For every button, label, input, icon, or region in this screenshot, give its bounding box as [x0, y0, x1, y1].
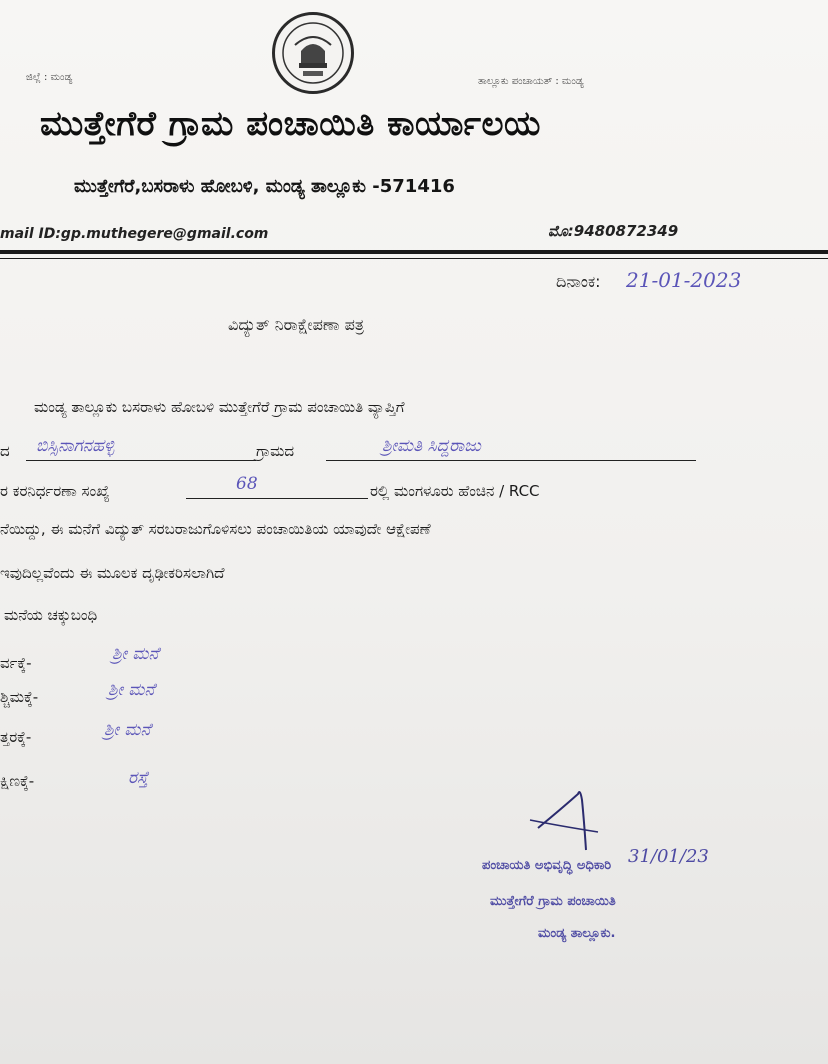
boundary-west-label: ಶ್ಚಿಮಕ್ಕೆ-	[0, 688, 39, 706]
boundary-south-label: ಕ್ಷಿಣಕ್ಕೆ-	[0, 772, 35, 790]
signatory-designation: ಪಂಚಾಯತಿ ಅಭಿವೃದ್ಧಿ ಅಧಿಕಾರಿ	[482, 858, 612, 873]
boundary-north-label: ತ್ತರಕ್ಕೆ-	[0, 728, 32, 746]
office-address: ಮುತ್ತೇಗೆರೆ,ಬಸರಾಳು ಹೋಬಳಿ, ಮಂಡ್ಯ ತಾಲ್ಲೂಕು -571416	[74, 176, 455, 197]
body-line-3-suffix: ರಲ್ಲಿ ಮಂಗಳೂರು ಹೆಂಚಿನ / RCC	[370, 482, 540, 500]
boundaries-heading: ಮನೆಯ ಚಕ್ಕುಬಂಧಿ	[4, 606, 98, 624]
signature-date: 31/01/23	[628, 846, 709, 867]
district-caption: ಜಿಲ್ಲೆ : ಮಂಡ್ಯ	[26, 72, 73, 83]
boundary-west-value: ಶ್ರೀ ಮನೆ	[108, 680, 155, 700]
assessment-number-fill: 68	[236, 474, 258, 494]
signatory-taluk: ಮಂಡ್ಯ ತಾಲ್ಲೂಕು.	[538, 926, 616, 941]
date-label: ದಿನಾಂಕ:	[556, 272, 601, 291]
body-line-2-prefix: ದ	[0, 442, 10, 460]
assessment-number-underline	[186, 498, 368, 499]
date-value: 21-01-2023	[626, 268, 742, 292]
government-emblem-icon	[272, 12, 354, 94]
body-line-4: ನೆಯಿದ್ದು, ಈ ಮನೆಗೆ ವಿದ್ಯುತ್ ಸರಬರಾಜುಗೊಳಿಸಲು ಪಂಚಾಯಿತಿಯ ಯಾವುದೇ ಆಕ್ಷೇಪಣೆ	[0, 520, 431, 538]
body-line-2-mid: ಗ್ರಾಮದ	[256, 442, 295, 460]
boundary-east-value: ಶ್ರೀ ಮನೆ	[112, 644, 159, 664]
email-id: mail ID:gp.muthegere@gmail.com	[0, 226, 269, 242]
boundary-south-value: ರಸ್ತೆ	[128, 768, 149, 788]
boundary-north-value: ಶ್ರೀ ಮನೆ	[104, 720, 151, 740]
signatory-office: ಮುತ್ತೇಗೆರೆ ಗ್ರಾಮ ಪಂಚಾಯಿತಿ	[490, 894, 616, 909]
office-title: ಮುತ್ತೇಗೆರೆ ಗ್ರಾಮ ಪಂಚಾಯಿತಿ ಕಾರ್ಯಾಲಯ	[40, 104, 541, 144]
signature-mark	[520, 780, 640, 870]
letter-subject: ವಿದ್ಯುತ್ ನಿರಾಕ್ಷೇಪಣಾ ಪತ್ರ	[228, 315, 365, 334]
village-underline	[26, 460, 256, 461]
phone-number: ಮೊ:9480872349	[548, 222, 679, 240]
header-divider-thin	[0, 258, 828, 259]
body-line-5: ಇವುದಿಲ್ಲವೆಂದು ಈ ಮೂಲಕ ದೃಢೀಕರಿಸಲಾಗಿದೆ	[0, 564, 225, 582]
owner-name-underline	[326, 460, 696, 461]
body-line-1: ಮಂಡ್ಯ ತಾಲ್ಲೂಕು ಬಸರಾಳು ಹೋಬಳಿ ಮುತ್ತೇಗೆರೆ ಗ್ರಾಮ ಪಂಚಾಯಿತಿ ವ್ಯಾಪ್ತಿಗೆ	[34, 398, 405, 416]
boundary-east-label: ರ್ವಕ್ಕೆ-	[0, 654, 32, 672]
body-line-3-prefix: ರ ಕರನಿರ್ಧರಣಾ ಸಂಖ್ಯೆ	[0, 482, 110, 500]
village-fill: ಬಿಸ್ಸಿನಾಗನಹಳ್ಳಿ	[36, 436, 115, 456]
owner-name-fill: ಶ್ರೀಮತಿ ಸಿದ್ದರಾಜು	[382, 436, 481, 456]
header-divider	[0, 250, 828, 254]
taluk-caption: ತಾಲ್ಲೂಕು ಪಂಚಾಯತ್ : ಮಂಡ್ಯ	[478, 76, 584, 87]
